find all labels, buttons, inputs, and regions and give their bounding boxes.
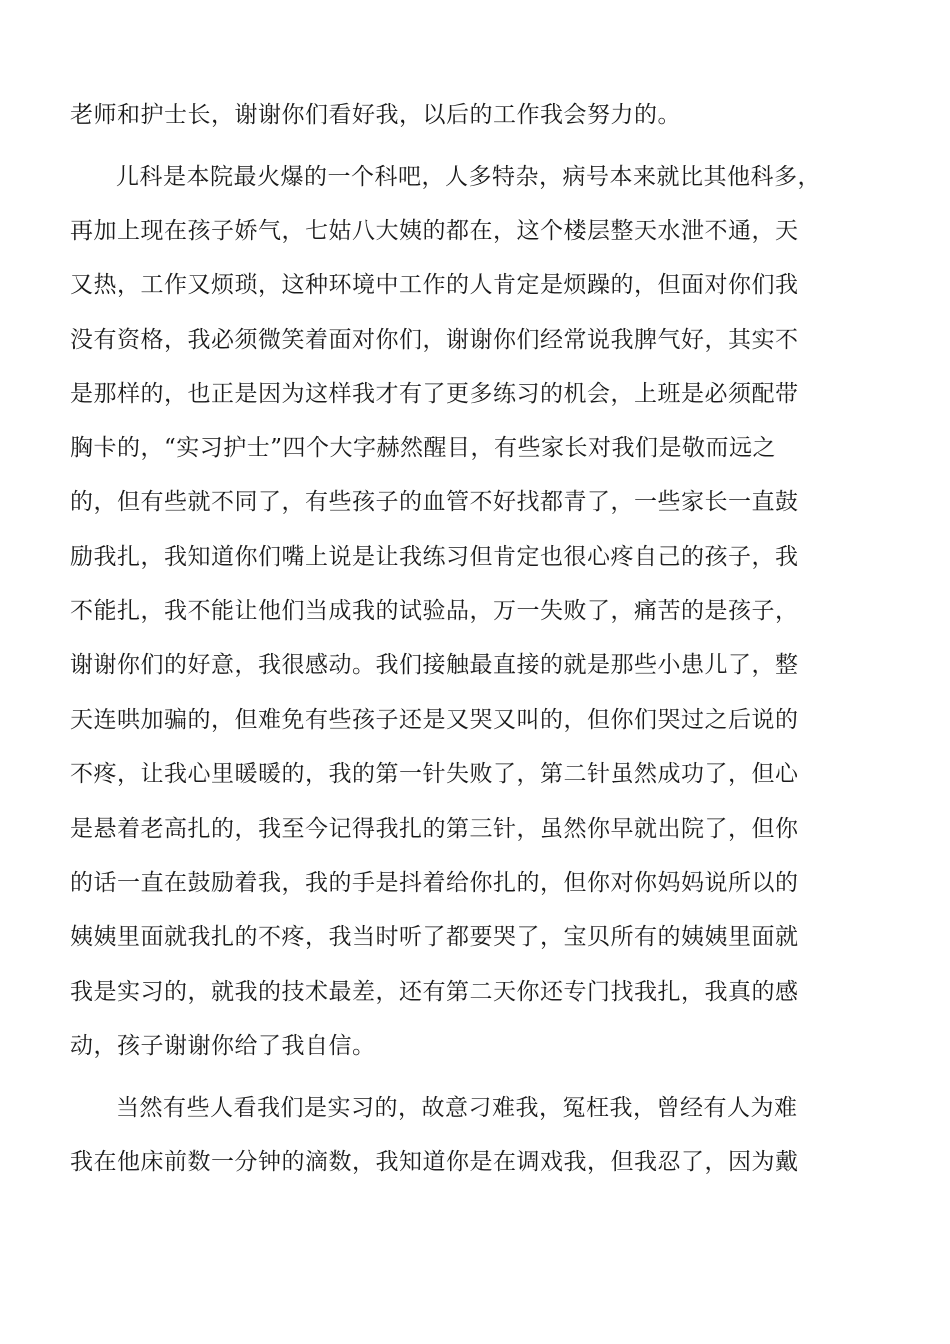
text-line: 我在他床前数一分钟的滴数，我知道你是在调戏我，但我忍了，因为戴 [70,1149,799,1175]
text-line: 天连哄加骗的，但难免有些孩子还是又哭又叫的，但你们哭过之后说的 [70,707,799,733]
text-line: 励我扎，我知道你们嘴上说是让我练习但肯定也很心疼自己的孩子，我 [70,544,799,570]
text-line: 是悬着老高扎的，我至今记得我扎的第三针，虽然你早就出院了，但你 [70,816,799,842]
text-line: 动，孩子谢谢你给了我自信。 [70,1033,376,1059]
paragraph-start-line: 儿科是本院最火爆的一个科吧，人多特杂，病号本来就比其他科多， [116,164,821,190]
text-line: 的，但有些就不同了，有些孩子的血管不好找都青了，一些家长一直鼓 [70,489,799,515]
text-line: 谢谢你们的好意，我很感动。我们接触最直接的就是那些小患儿了，整 [70,652,799,678]
text-line: 又热，工作又烦琐，这种环境中工作的人肯定是烦躁的，但面对你们我 [70,272,799,298]
text-line: 老师和护士长，谢谢你们看好我，以后的工作我会努力的。 [70,102,681,128]
text-line: 不疼，让我心里暖暖的，我的第一针失败了，第二针虽然成功了，但心 [70,761,799,787]
text-line: 不能扎，我不能让他们当成我的试验品，万一失败了，痛苦的是孩子， [70,598,799,624]
text-line: 是那样的，也正是因为这样我才有了更多练习的机会，上班是必须配带 [70,381,799,407]
text-line: 的话一直在鼓励着我，我的手是抖着给你扎的，但你对你妈妈说所以的 [70,870,799,896]
text-line: 没有资格，我必须微笑着面对你们，谢谢你们经常说我脾气好，其实不 [70,327,799,353]
text-line: 胸卡的，“实习护士”四个大字赫然醒目，有些家长对我们是敬而远之 [70,435,777,461]
text-line: 我是实习的，就我的技术最差，还有第二天你还专门找我扎，我真的感 [70,979,799,1005]
text-line: 再加上现在孩子娇气，七姑八大姨的都在，这个楼层整天水泄不通，天 [70,218,799,244]
text-line: 姨姨里面就我扎的不疼，我当时听了都要哭了，宝贝所有的姨姨里面就 [70,924,799,950]
paragraph-start-line: 当然有些人看我们是实习的，故意刁难我，冤枉我，曾经有人为难 [116,1095,798,1121]
